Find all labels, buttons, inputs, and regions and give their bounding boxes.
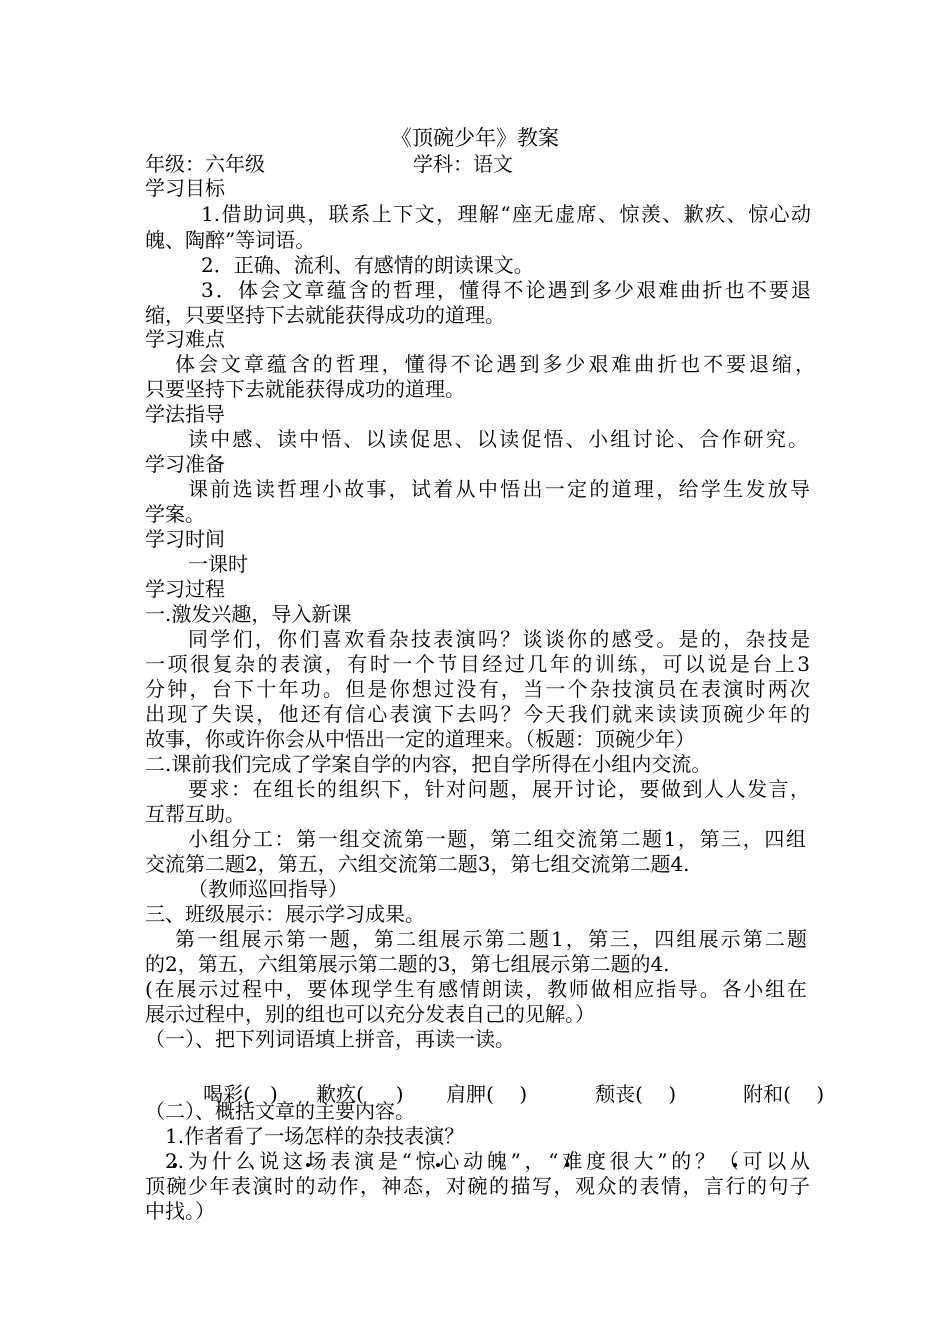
question-2-end: 中找。）: [145, 1199, 215, 1223]
pinyin-item: 颓丧( ): [557, 1055, 676, 1159]
question-2-cont: 顶碗少年表演时的动作，神态，对碗的描写，观众的表情，言行的句子: [145, 1174, 810, 1198]
exercise-1-heading: （一）、把下列词语填上拼音，再读一读。: [145, 1027, 515, 1051]
goal-1-cont: 魄、陶醉”等词语。: [145, 228, 316, 252]
grade: 年级：六年级: [145, 152, 265, 176]
section-1-p3: 分钟，台下十年功。但是你想过没有，当一个杂技演员在表演时两次: [145, 677, 810, 701]
goal-3: 3．体会文章蕴含的哲理，懂得不论遇到多少艰难曲折也不要退: [201, 278, 811, 302]
section-3-heading: 三、班级展示：展示学习成果。: [145, 902, 425, 926]
section-3-p1: 第一组展示第一题，第二组展示第二题1，第三，四组展示第二题: [175, 927, 807, 951]
goal-2: 2．正确、流利、有感情的朗读课文。: [201, 253, 534, 277]
question-2: 2.为什么说这场表演是“惊心动魄”，“难度很大”的？（可以从: [165, 1149, 810, 1173]
pinyin-item: 附和( ): [705, 1055, 824, 1159]
section-3-note: (在展示过程中，要体现学生有感情朗读，教师做相应指导。各小组在: [145, 977, 807, 1001]
section-2-heading: 二.课前我们完成了学案自学的内容，把自学所得在小组内交流。: [145, 752, 712, 776]
section-2-req: 要求：在组长的组织下，针对问题，展开讨论，要做到人人发言，: [188, 777, 810, 801]
section-1-p2: 一项很复杂的表演，有时一个节目经过几年的训练，可以说是台上3: [145, 652, 810, 676]
section-2-req-cont: 互帮互助。: [145, 802, 245, 826]
section-1-p5: 故事，你或许你会从中悟出一定的道理来。（板题：顶碗少年）: [145, 727, 695, 751]
section-2-note: （教师巡回指导）: [188, 877, 348, 901]
difficulty-text-cont: 只要坚持下去就能获得成功的道理。: [145, 377, 465, 401]
document-title: 《顶碗少年》教案: [391, 126, 559, 150]
section-2-groups-cont: 交流第二题2，第五，六组交流第二题3，第七组交流第二题4.: [145, 852, 690, 876]
heading-preparation: 学习准备: [145, 452, 225, 476]
heading-process: 学习过程: [145, 577, 225, 601]
exercise-2-heading: （二）、概括文章的主要内容。: [145, 1099, 415, 1123]
pinyin-item: 歉疚( ): [278, 1055, 404, 1159]
preparation-text: 课前选读哲理小故事，试着从中悟出一定的道理，给学生发放导: [188, 477, 810, 501]
section-1-heading: 一.激发兴趣，导入新课: [145, 602, 352, 626]
method-text: 读中感、读中悟、以读促思、以读促悟、小组讨论、合作研究。: [188, 427, 808, 451]
heading-learning-goals: 学习目标: [145, 176, 225, 200]
subject: 学科：语文: [413, 152, 513, 176]
difficulty-text: 体会文章蕴含的哲理，懂得不论遇到多少艰难曲折也不要退缩，: [175, 352, 815, 376]
section-3-p2: 的2，第五，六组第展示第二题的3，第七组展示第二题的4.: [145, 952, 670, 976]
section-1-p1: 同学们，你们喜欢看杂技表演吗？谈谈你的感受。是的，杂技是: [188, 627, 810, 651]
time-text: 一课时: [188, 552, 248, 576]
section-2-groups: 小组分工：第一组交流第一题，第二组交流第二题1，第三，四组: [188, 827, 806, 851]
goal-3-cont: 缩，只要坚持下去就能获得成功的道理。: [145, 303, 505, 327]
preparation-text-cont: 学案。: [145, 502, 205, 526]
grade-subject-line: [145, 151, 815, 177]
pinyin-item: 喝彩( ): [165, 1055, 278, 1159]
question-1: 1.作者看了一场怎样的杂技表演？: [165, 1124, 465, 1148]
pinyin-exercise-row: [165, 1055, 825, 1106]
pinyin-item: 肩胛( ): [408, 1055, 527, 1159]
section-3-note-cont: 展示过程中，别的组也可以充分发表自己的见解。）: [145, 1002, 595, 1026]
goal-1: 1.借助词典，联系上下文，理解“座无虚席、惊羡、歉疚、惊心动: [201, 202, 811, 226]
heading-time: 学习时间: [145, 527, 225, 551]
heading-method: 学法指导: [145, 402, 225, 426]
heading-difficulty: 学习难点: [145, 327, 225, 351]
section-1-p4: 出现了失误，他还有信心表演下去吗？今天我们就来读读顶碗少年的: [145, 702, 810, 726]
